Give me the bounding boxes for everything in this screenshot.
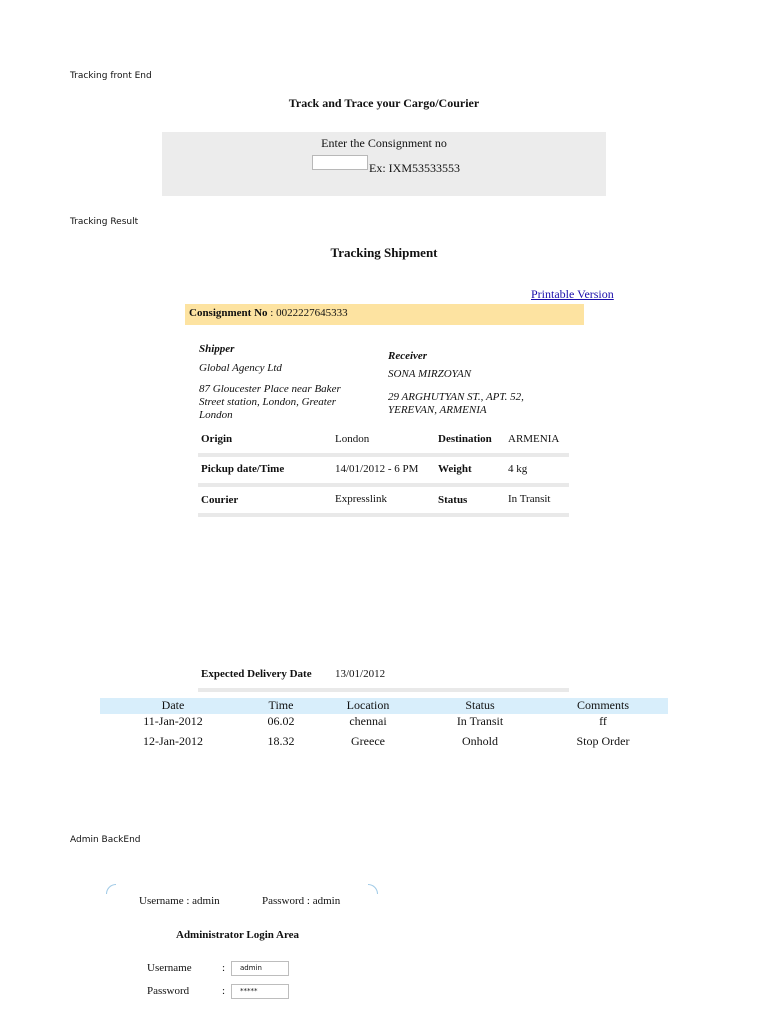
history-cell: 11-Jan-2012 [143, 714, 203, 728]
password-hint: Password : admin [262, 895, 341, 907]
courier-label: Courier [201, 494, 239, 506]
password-input[interactable]: ***** [231, 984, 289, 999]
history-cell: In Transit [456, 714, 504, 728]
expected-delivery-label: Expected Delivery Date [201, 668, 312, 680]
history-cell: Onhold [462, 734, 498, 748]
weight-label: Weight [438, 463, 472, 475]
weight-value: 4 kg [508, 463, 528, 475]
destination-label: Destination [438, 433, 492, 445]
username-label: Username [147, 962, 192, 974]
search-heading: Track and Trace your Cargo/Courier [288, 96, 480, 110]
history-cell: 18.32 [267, 734, 295, 748]
row-divider [198, 483, 569, 487]
password-label: Password [147, 985, 190, 997]
search-prompt: Enter the Consignment no [321, 136, 447, 150]
pickup-label: Pickup date/Time [201, 463, 285, 475]
panel-corner [368, 884, 378, 894]
history-cell: Greece [351, 734, 385, 748]
section-label-front-end: Tracking front End [70, 71, 152, 81]
row-divider [198, 688, 569, 692]
history-header-date: Date [161, 698, 185, 712]
status-value: In Transit [508, 493, 551, 505]
printable-version-link[interactable]: Printable Version [531, 287, 614, 301]
result-title: Tracking Shipment [330, 245, 438, 260]
username-hint: Username : admin [139, 895, 220, 907]
history-header-time: Time [268, 698, 294, 712]
panel-corner [106, 884, 116, 894]
password-colon: : [222, 985, 226, 997]
username-input[interactable]: admin [231, 961, 289, 976]
origin-value: London [335, 433, 370, 445]
history-cell: 06.02 [267, 714, 295, 728]
history-header-status: Status [465, 698, 495, 712]
login-title: Administrator Login Area [176, 929, 300, 941]
courier-value: Expresslink [335, 493, 387, 505]
history-cell: Stop Order [576, 734, 630, 748]
row-divider [198, 513, 569, 517]
pickup-value: 14/01/2012 - 6 PM [335, 463, 419, 475]
section-label-admin: Admin BackEnd [70, 835, 141, 845]
shipper-name: Global Agency Ltd [199, 362, 282, 374]
destination-value: ARMENIA [508, 433, 560, 445]
consignment-input[interactable] [312, 155, 368, 170]
consignment-number [189, 307, 348, 319]
history-cell: ff [599, 714, 607, 728]
section-label-result: Tracking Result [70, 217, 139, 227]
consignment-label: Consignment No [189, 307, 268, 319]
expected-delivery-value: 13/01/2012 [335, 668, 386, 680]
history-header-location: Location [346, 698, 390, 712]
receiver-address: 29 ARGHUTYAN ST., APT. 52, YEREVAN, ARMENIA [388, 391, 524, 416]
origin-label: Origin [201, 433, 233, 445]
shipper-label: Shipper [199, 343, 235, 355]
receiver-label: Receiver [388, 350, 428, 362]
username-colon: : [222, 962, 226, 974]
receiver-name: SONA MIRZOYAN [388, 368, 472, 380]
history-cell: chennai [349, 714, 387, 728]
row-divider [198, 453, 569, 457]
history-header-comments: Comments [576, 698, 629, 712]
search-example: Ex: IXM53533553 [369, 161, 460, 175]
history-cell: 12-Jan-2012 [143, 734, 203, 748]
status-label: Status [438, 494, 468, 506]
consignment-value: : 0022227645333 [267, 307, 348, 319]
shipper-address: 87 Gloucester Place near Baker Street station, London, Greater London [199, 383, 341, 421]
